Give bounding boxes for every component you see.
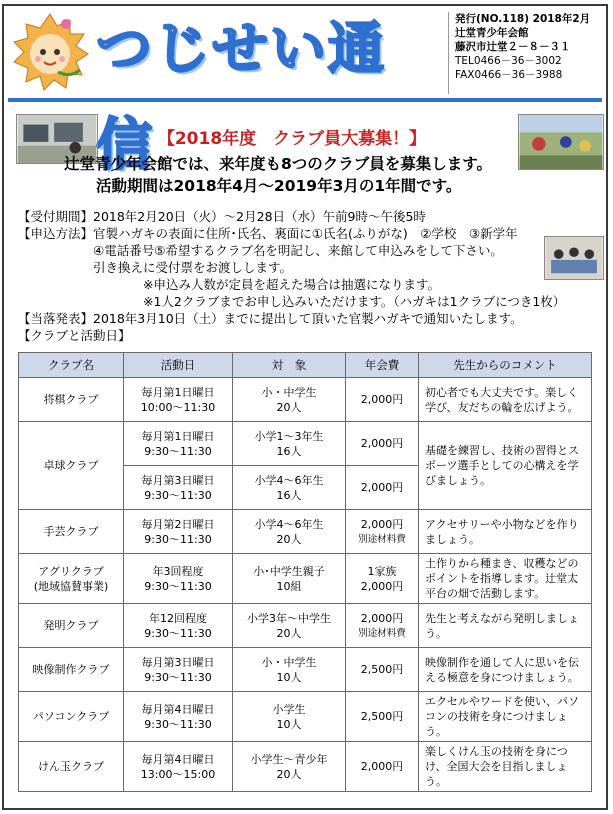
club-fee-unit: 1家族	[367, 564, 397, 578]
club-capacity: 20人	[276, 532, 302, 546]
club-name: 映像制作クラブ	[19, 648, 124, 692]
table-row	[19, 510, 592, 554]
club-name: 発明クラブ	[19, 604, 124, 648]
club-fee: 2,000円	[346, 466, 419, 510]
info-clubs-heading: 【クラブと活動日】	[18, 328, 131, 343]
info-note-lottery: ※申込み人数が定員を超えた場合は抽選になります。	[18, 277, 440, 292]
club-day: 毎月第1日曜日	[141, 429, 215, 443]
club-time: 9:30～11:30	[144, 444, 212, 458]
issue-fax: FAX0466－36－3988	[455, 69, 563, 81]
club-target: 小学1～3年生	[254, 429, 324, 443]
header-target: 対 象	[233, 353, 346, 378]
issue-tel: TEL0466－36－3002	[455, 55, 562, 67]
clubs-table	[18, 352, 592, 792]
photo-group	[544, 236, 604, 280]
table-row	[19, 604, 592, 648]
club-capacity: 20人	[276, 767, 302, 781]
club-fee: 2,000円	[360, 611, 404, 625]
club-comment: 楽しくけん玉の技術を身につけ、全国大会を目指しましょう。	[419, 742, 592, 792]
club-name-note: (地域協賛事業)	[33, 579, 109, 593]
club-time: 9:30～11:30	[144, 532, 212, 546]
info-note-limit: ※1人2クラブまでお申し込みいただけます。（ハガキは1クラブにつき1枚）	[18, 294, 566, 309]
club-time: 9:30～11:30	[144, 626, 212, 640]
club-target: 小学4～6年生	[254, 473, 324, 487]
club-fee: 2,000円	[360, 579, 404, 593]
club-comment: 先生と考えながら発明しましょう。	[419, 604, 592, 648]
club-time: 9:30～11:30	[144, 717, 212, 731]
recruit-headline: 【2018年度 クラブ員大募集！】	[157, 129, 427, 149]
club-comment: アクセサリーや小物などを作りましょう。	[419, 510, 592, 554]
table-row	[19, 378, 592, 422]
club-target: 小学生～青少年	[250, 752, 328, 766]
club-capacity: 16人	[276, 488, 302, 502]
issue-address: 藤沢市辻堂２－８－３１	[455, 41, 571, 53]
club-day: 年3回程度	[152, 564, 204, 578]
club-target: 小・中学生	[261, 655, 317, 669]
issue-number: 発行(NO.118) 2018年2月	[455, 13, 591, 25]
club-comment: 基礎を練習し、技術の習得とスポーツ選手としての心構えを学びましょう。	[419, 422, 592, 510]
club-day: 毎月第2日曜日	[141, 517, 215, 531]
table-row	[19, 648, 592, 692]
club-target: 小学4～6年生	[254, 517, 324, 531]
club-name: パソコンクラブ	[19, 692, 124, 742]
issue-org: 辻堂青少年会館	[455, 27, 529, 39]
lead-line-2: 活動期間は2018年4月～2019年3月の1年間です。	[96, 177, 462, 195]
club-fee-note: 別途材料費	[358, 627, 406, 639]
club-day: 毎月第3日曜日	[141, 473, 215, 487]
lead-line-1: 辻堂青少年会館では、来年度も8つのクラブ員を募集します。	[64, 155, 493, 173]
club-fee: 2,500円	[346, 692, 419, 742]
table-header-row	[19, 353, 592, 378]
info-reception: 【受付期間】2018年2月20日（火）～2月28日（水）午前9時～午後5時	[18, 209, 426, 224]
club-name: 将棋クラブ	[19, 378, 124, 422]
club-name: 卓球クラブ	[19, 422, 124, 510]
table-row	[19, 422, 592, 466]
club-target: 小･中学生親子	[253, 564, 325, 578]
club-capacity: 20人	[276, 400, 302, 414]
header-comment: 先生からのコメント	[419, 353, 592, 378]
club-day: 毎月第4日曜日	[141, 752, 215, 766]
club-comment: エクセルやワードを使い、パソコンの技術を身につけましょう。	[419, 692, 592, 742]
table-row	[19, 692, 592, 742]
mascot-logo-icon	[10, 12, 90, 94]
club-fee: 2,000円	[346, 422, 419, 466]
header-fee: 年会費	[346, 353, 419, 378]
club-time: 10:00～11:30	[140, 400, 216, 414]
header-club-name: クラブ名	[19, 353, 124, 378]
masthead-title: つじせい通信	[96, 17, 386, 178]
club-comment: 土作りから種まき、収穫などのポイントを指導します。辻堂太平台の畑で活動します。	[419, 554, 592, 604]
club-capacity: 20人	[276, 626, 302, 640]
header-schedule: 活動日	[124, 353, 233, 378]
club-name: 手芸クラブ	[19, 510, 124, 554]
club-time: 9:30～11:30	[144, 579, 212, 593]
club-day: 毎月第4日曜日	[141, 702, 215, 716]
club-capacity: 10人	[276, 670, 302, 684]
club-name: けん玉クラブ	[19, 742, 124, 792]
club-fee: 2,000円	[346, 742, 419, 792]
header-rule	[8, 98, 602, 102]
issue-info	[448, 12, 604, 94]
club-time: 13:00～15:00	[140, 767, 216, 781]
table-row	[19, 554, 592, 604]
club-day: 毎月第3日曜日	[141, 655, 215, 669]
info-method-3: 引き換えに受付票をお渡しします。	[18, 260, 293, 275]
club-fee-note: 別途材料費	[358, 533, 406, 545]
club-target: 小学3年～中学生	[247, 611, 331, 625]
club-capacity: 10人	[276, 717, 302, 731]
club-day: 毎月第1日曜日	[141, 385, 215, 399]
info-method-2: ④電話番号⑤希望するクラブ名を明記し、来館して申込みをして下さい。	[18, 243, 503, 258]
club-capacity: 16人	[276, 444, 302, 458]
info-announcement: 【当落発表】2018年3月10日（土）までに提出して頂いた官製ハガキで通知いたします。	[18, 311, 523, 326]
club-time: 9:30～11:30	[144, 488, 212, 502]
club-target: 小・中学生	[261, 385, 317, 399]
club-name: アグリクラブ	[38, 564, 104, 578]
club-fee: 2,000円	[360, 517, 404, 531]
club-comment: 初心者でも大丈夫です。楽しく学び、友だちの輪を広げよう。	[419, 378, 592, 422]
club-day: 年12回程度	[149, 611, 207, 625]
club-target: 小学生	[272, 702, 306, 716]
club-time: 9:30～11:30	[144, 670, 212, 684]
club-capacity: 10組	[276, 579, 302, 593]
table-row	[19, 742, 592, 792]
club-comment: 映像制作を通して人に思いを伝える極意を身につけましょう。	[419, 648, 592, 692]
newsletter-page	[2, 4, 608, 810]
club-fee: 2,500円	[346, 648, 419, 692]
club-fee: 2,000円	[346, 378, 419, 422]
info-method-1: 【申込方法】官製ハガキの表面に住所･氏名、裏面に①氏名(ふりがな) ②学校 ③新学年	[18, 226, 518, 241]
